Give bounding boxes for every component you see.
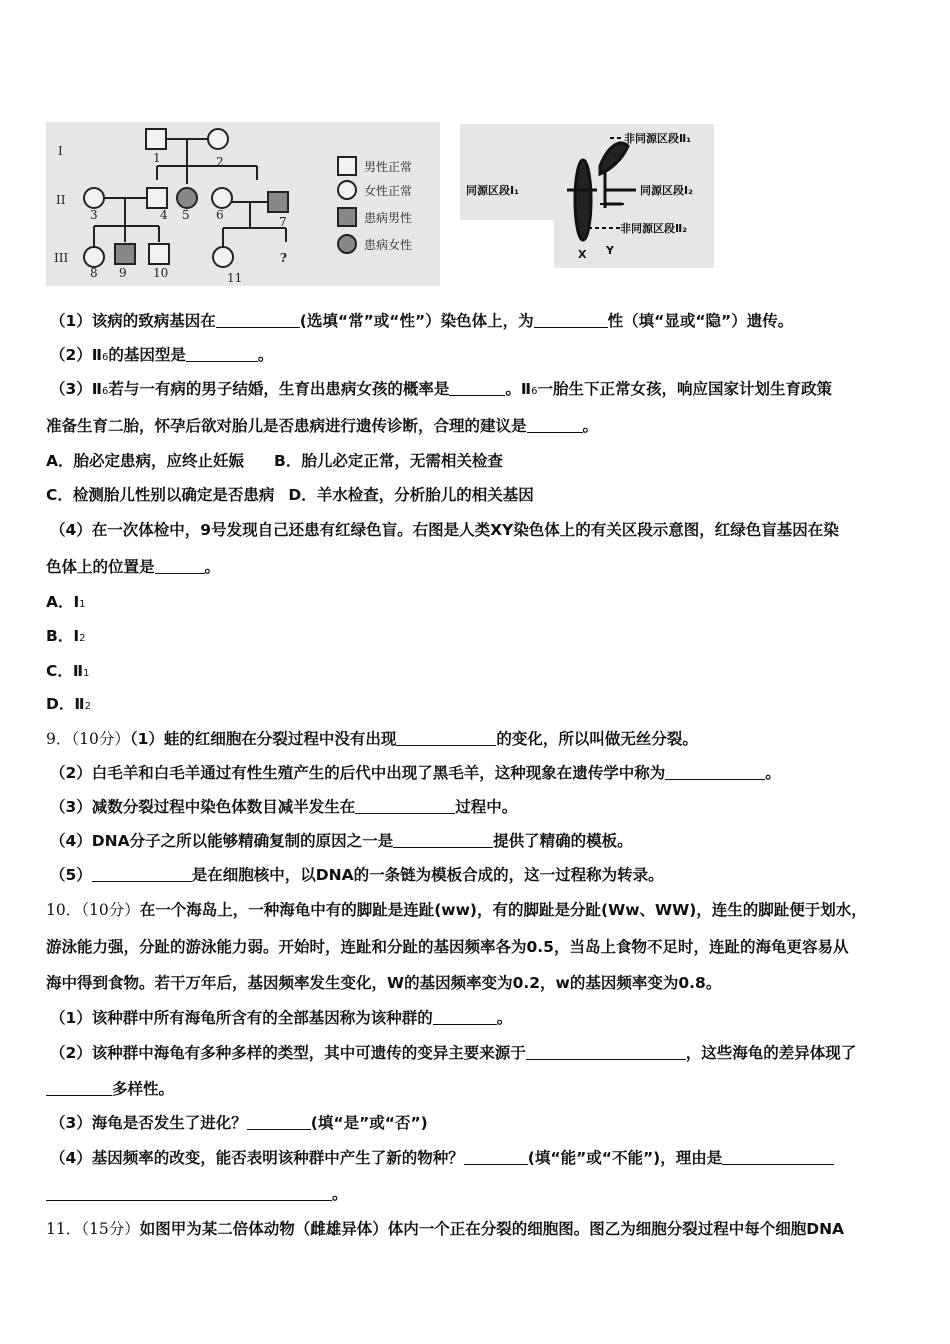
q9-part5 — [50, 865, 912, 885]
q8-p2-text-b: 的基因型是 — [108, 346, 186, 364]
q8-p1-text-c: 性（填“显或“隐”）遗传。 — [607, 312, 794, 330]
svg-text:?: ? — [280, 251, 288, 265]
q10-part3 — [50, 1113, 912, 1133]
subscript: 6 — [102, 386, 109, 397]
q10-header — [46, 900, 908, 920]
subscript: 2 — [79, 633, 86, 644]
q8-p2-text-c: 。 — [257, 346, 274, 364]
svg-text:I: I — [58, 144, 63, 158]
answer-blank[interactable] — [355, 798, 455, 814]
q8-p3-text-a: （3）Ⅱ — [50, 380, 102, 398]
subscript: 1 — [83, 668, 90, 679]
answer-blank[interactable] — [155, 558, 205, 574]
subscript: 6 — [531, 386, 538, 397]
question-number: 10．（10分） — [46, 901, 140, 919]
q10-p3-text-a: （3）海龟是否发生了进化？ — [50, 1114, 247, 1132]
q9-p3-text-a: （3）减数分裂过程中染色体数目减半发生在 — [50, 798, 356, 816]
q10-p2-text-b: ，这些海龟的差异体现了 — [685, 1044, 857, 1062]
q10-p2-text-a: （2）该种群中海龟有多种多样的类型，其中可遗传的变异主要来源于 — [50, 1044, 526, 1062]
option-c[interactable]: C．检测胎儿性别以确定是否患病 — [46, 486, 275, 504]
answer-blank[interactable] — [396, 730, 496, 746]
option-b[interactable]: B．胎儿必定正常，无需相关检查 — [274, 452, 503, 470]
answer-blank[interactable] — [46, 1080, 112, 1096]
subscript: 1 — [79, 599, 86, 610]
q9-p2-text-a: （2）白毛羊和白毛羊通过有性生殖产生的后代中出现了黑毛羊，这种现象在遗传学中称为 — [50, 764, 666, 782]
q8-p4-option-d[interactable] — [46, 694, 908, 717]
q9-part3 — [50, 797, 912, 817]
option-text: B．Ⅰ — [46, 627, 80, 645]
q8-p4-option-b[interactable] — [46, 626, 908, 649]
q8-part4-line2 — [46, 557, 908, 577]
q8-p4-text-c: 。 — [204, 558, 221, 576]
pedigree-diagram — [46, 122, 440, 286]
question-number: 9．（10分） — [46, 730, 130, 748]
answer-blank[interactable] — [464, 1149, 528, 1165]
q8-part4-line1: （4）在一次体检中，9号发现自己还患有红绿色盲。右图是人类XY染色体上的有关区段示意图，红绿色盲基因在染 — [50, 521, 839, 539]
pedigree-figure — [46, 122, 440, 286]
svg-text:3: 3 — [90, 208, 98, 222]
answer-blank[interactable] — [526, 1044, 686, 1060]
q8-p2-text-a: （2）Ⅱ — [50, 346, 102, 364]
q9-p2-text-b: 。 — [765, 764, 781, 782]
answer-blank[interactable] — [92, 866, 192, 882]
q8-p1-text-a: （1）该病的致病基因在 — [50, 312, 216, 330]
q10-p1-text-b: 。 — [496, 1009, 513, 1027]
answer-blank[interactable] — [433, 1009, 497, 1025]
q10-p3-text-b: (填“是”或“否”) — [310, 1114, 428, 1132]
answer-blank[interactable] — [665, 764, 765, 780]
q8-p3-text-e: 准备生育二胎，怀孕后欲对胎儿是否患病进行遗传诊断，合理的建议是 — [46, 417, 527, 435]
q9-p1-text-a: （1）蛙的红细胞在分裂过程中没有出现 — [129, 730, 397, 748]
q9-p3-text-b: 过程中。 — [455, 798, 518, 816]
q10-p4-text-c: 。 — [332, 1185, 348, 1203]
q8-part3-line1 — [50, 379, 912, 402]
q9-part4 — [50, 831, 912, 851]
q8-p3-text-b: 若与一有病的男子结婚，生育出患病女孩的概率是 — [108, 380, 450, 398]
q10-p1-text-a: （1）该种群中所有海龟所含有的全部基因称为该种群的 — [50, 1009, 433, 1027]
answer-blank[interactable] — [216, 312, 300, 328]
svg-text:III: III — [54, 251, 69, 265]
option-d[interactable]: D．羊水检查，分析胎儿的相关基因 — [288, 486, 534, 504]
q9-p4-text-b: 提供了精确的模板。 — [493, 832, 633, 850]
q10-part4-line1 — [50, 1148, 912, 1168]
q9-p4-text-a: （4）DNA分子之所以能够精确复制的原因之一是 — [50, 832, 394, 850]
answer-blank[interactable] — [247, 1114, 311, 1130]
q8-p4-text-b: 色体上的位置是 — [46, 558, 155, 576]
svg-text:2: 2 — [216, 155, 224, 169]
q9-header — [46, 729, 908, 749]
answer-blank[interactable] — [449, 380, 505, 396]
xy-chromosome-diagram — [460, 124, 714, 268]
q11-stem-line1: 如图甲为某二倍体动物（雌雄异体）体内一个正在分裂的细胞图。图乙为细胞分裂过程中每个细胞DNA — [139, 1220, 845, 1238]
q8-part2 — [50, 345, 912, 368]
q9-p5-text-a: （5） — [50, 866, 92, 884]
svg-text:5: 5 — [182, 208, 190, 222]
option-a[interactable]: A．胎必定患病，应终止妊娠 — [46, 452, 244, 470]
q8-options-ab — [46, 451, 908, 471]
q11-header — [46, 1219, 908, 1239]
option-text: A．Ⅰ — [46, 593, 80, 611]
q8-p3-text-c: 。Ⅱ — [505, 380, 532, 398]
svg-text:6: 6 — [216, 208, 224, 222]
q10-p4-text-b: (填“能”或“不能”)，理由是 — [527, 1149, 723, 1167]
svg-text:患病女性: 患病女性 — [364, 238, 413, 252]
subscript: 2 — [84, 701, 91, 712]
svg-text:女性正常: 女性正常 — [364, 184, 413, 198]
option-text: C．Ⅱ — [46, 662, 84, 680]
answer-blank[interactable] — [393, 832, 493, 848]
svg-text:Y: Y — [606, 244, 614, 257]
q8-p4-option-a[interactable] — [46, 592, 908, 615]
q8-part3-line2 — [46, 416, 908, 436]
svg-text:10: 10 — [153, 266, 169, 280]
option-text: D．Ⅱ — [46, 695, 85, 713]
subscript: 6 — [102, 352, 109, 363]
answer-blank[interactable] — [534, 312, 608, 328]
svg-text:4: 4 — [160, 208, 168, 222]
answer-blank[interactable] — [722, 1149, 834, 1165]
q10-p4-text-a: （4）基因频率的改变，能否表明该种群中产生了新的物种？ — [50, 1149, 464, 1167]
q10-part2-line2 — [46, 1079, 908, 1099]
answer-blank[interactable] — [186, 346, 258, 362]
q10-stem-line1: 在一个海岛上，一种海龟中有的脚趾是连趾(ww)，有的脚趾是分趾(Ww、WW)，连生的脚趾便于划水， — [139, 901, 867, 919]
q8-p3-text-f: 。 — [582, 417, 599, 435]
q9-p1-text-b: 的变化，所以叫做无丝分裂。 — [496, 730, 698, 748]
svg-text:1: 1 — [153, 151, 161, 165]
q10-p2-text-c: 多样性。 — [112, 1080, 175, 1098]
q9-part2 — [50, 763, 912, 783]
question-number: 11．（15分） — [46, 1220, 140, 1238]
q10-part4-line2 — [46, 1184, 908, 1204]
q8-p3-text-d: 一胎生下正常女孩，响应国家计划生育政策 — [537, 380, 832, 398]
svg-text:X: X — [578, 248, 587, 261]
svg-text:非同源区段Ⅱ₂: 非同源区段Ⅱ₂ — [620, 222, 688, 235]
svg-text:11: 11 — [227, 271, 243, 285]
svg-text:8: 8 — [90, 266, 98, 280]
svg-text:7: 7 — [279, 215, 287, 229]
q10-part2-line1 — [50, 1043, 912, 1063]
q8-p4-option-c[interactable] — [46, 661, 908, 684]
svg-text:非同源区段Ⅱ₁: 非同源区段Ⅱ₁ — [624, 132, 692, 145]
answer-blank[interactable] — [527, 417, 583, 433]
q10-part1 — [50, 1008, 912, 1028]
q9-p5-text-b: 是在细胞核中，以DNA的一条链为模板合成的，这一过程称为转录。 — [191, 866, 664, 884]
q8-p1-text-b: (选填“常”或“性”）染色体上，为 — [299, 312, 534, 330]
xy-chromosome-figure — [460, 124, 714, 268]
q8-part1 — [50, 311, 912, 331]
q10-stem-line3: 海中得到食物。若干万年后，基因频率发生变化，W的基因频率变为0.2，w的基因频率变为0.8。 — [46, 974, 722, 992]
svg-text:同源区段Ⅰ₁: 同源区段Ⅰ₁ — [466, 184, 519, 197]
svg-text:II: II — [56, 193, 66, 207]
q8-options-cd — [46, 485, 908, 505]
answer-blank[interactable] — [46, 1185, 332, 1201]
svg-text:同源区段Ⅰ₂: 同源区段Ⅰ₂ — [640, 184, 693, 197]
q10-stem-line2: 游泳能力强，分趾的游泳能力弱。开始时，连趾和分趾的基因频率各为0.5，当岛上食物不足时，连趾的海龟更容易从 — [46, 938, 849, 956]
svg-text:9: 9 — [119, 266, 127, 280]
svg-text:患病男性: 患病男性 — [364, 211, 413, 225]
svg-text:男性正常: 男性正常 — [364, 160, 413, 174]
